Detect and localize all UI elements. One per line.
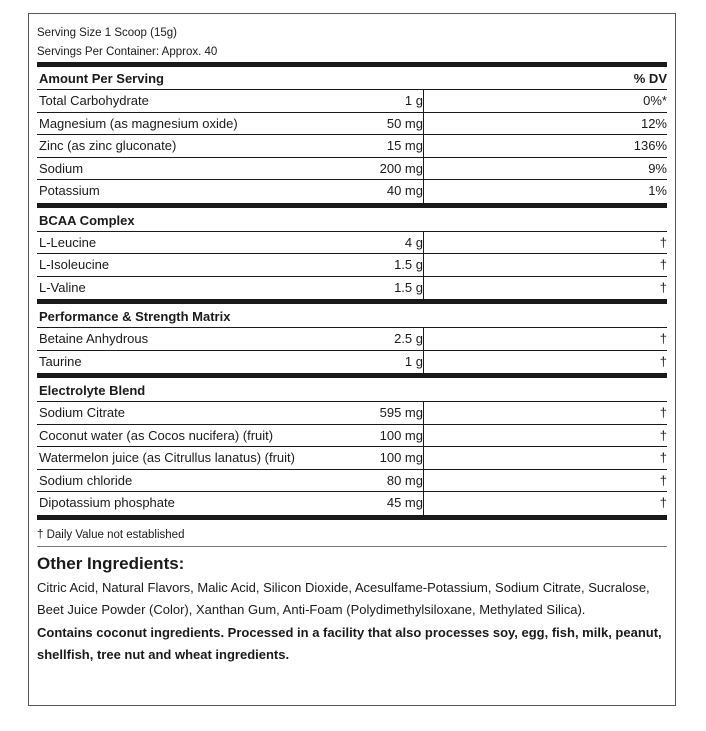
other-ingredients-text: Citric Acid, Natural Flavors, Malic Acid, Silicon Dioxide, Acesulfame-Potassium, Sodium Citrate, Sucralose, Beet Juice Powder (Color), Xanthan Gum, Anti-Foam (Polydimethylsiloxane, Methylated Silica). — [37, 579, 650, 617]
ingredient-amount: 595 mg — [379, 405, 423, 420]
nutrient-dv: 136% — [633, 138, 667, 153]
column-divider — [423, 328, 424, 351]
section-title: Performance & Strength Matrix — [39, 309, 231, 324]
ingredient-amount: 1.5 g — [394, 279, 423, 295]
ingredient-amount: 80 mg — [386, 472, 423, 488]
ingredient-name: L-Leucine — [39, 234, 97, 250]
ingredient-row — [37, 402, 667, 425]
ingredient-amount: 1.5 g — [394, 257, 423, 272]
dv-header-label: % DV — [633, 71, 667, 86]
ingredient-dv: † — [659, 495, 667, 510]
column-divider — [423, 135, 424, 158]
supplement-facts-panel — [28, 13, 676, 706]
ingredient-row — [37, 425, 667, 448]
nutrient-name: Zinc (as zinc gluconate) — [39, 138, 177, 153]
column-divider — [423, 425, 424, 448]
ingredient-row — [37, 492, 667, 515]
nutrient-amount: 1 g — [404, 93, 423, 108]
ingredient-row — [37, 328, 667, 351]
nutrient-amount: 200 mg — [379, 160, 423, 176]
nutrient-row — [37, 135, 667, 158]
nutrient-dv: 1% — [648, 183, 667, 198]
supplement-facts-content — [37, 14, 667, 667]
column-divider — [423, 447, 424, 470]
ingredient-name: L-Isoleucine — [39, 257, 110, 272]
column-divider — [423, 158, 424, 181]
column-divider — [423, 351, 424, 375]
column-divider — [423, 232, 424, 255]
nutrient-name: Potassium — [39, 183, 100, 198]
ingredient-name: Watermelon juice (as Citrullus lanatus) (fruit) — [39, 450, 295, 465]
ingredient-dv: † — [659, 279, 667, 295]
allergen-statement: Contains coconut ingredients. Processed in a facility that also processes soy, egg, fish, milk, peanut, shellfish, tree nut and wheat ingredients. — [37, 624, 662, 662]
column-divider — [423, 90, 424, 113]
nutrient-row — [37, 180, 667, 203]
nutrient-dv: 12% — [640, 115, 667, 131]
ingredient-row — [37, 232, 667, 255]
column-divider — [423, 180, 424, 204]
serving-size: Serving Size 1 Scoop (15g) — [37, 27, 177, 39]
ingredient-name: Taurine — [39, 353, 82, 369]
column-divider — [423, 277, 424, 301]
nutrient-name: Magnesium (as magnesium oxide) — [39, 115, 238, 131]
nutrient-row — [37, 113, 667, 136]
section-header-electrolyte — [37, 378, 667, 402]
nutrient-amount: 40 mg — [386, 183, 423, 198]
amount-header-row — [37, 67, 667, 90]
nutrient-amount: 50 mg — [386, 115, 423, 131]
ingredient-name: Sodium chloride — [39, 472, 133, 488]
nutrient-amount: 15 mg — [386, 138, 423, 153]
section-header-bcaa — [37, 208, 667, 232]
nutrient-name: Sodium — [39, 160, 84, 176]
daily-value-footnote: † Daily Value not established — [37, 520, 667, 547]
section-title: Electrolyte Blend — [39, 383, 146, 398]
nutrient-name: Total Carbohydrate — [39, 93, 149, 108]
ingredient-amount: 100 mg — [379, 427, 423, 443]
ingredient-dv: † — [659, 472, 667, 488]
column-divider — [423, 113, 424, 136]
ingredient-name: Betaine Anhydrous — [39, 331, 149, 346]
column-divider — [423, 402, 424, 425]
section-title: BCAA Complex — [39, 212, 135, 228]
ingredient-name: Sodium Citrate — [39, 405, 125, 420]
column-divider — [423, 254, 424, 277]
ingredient-name: L-Valine — [39, 279, 86, 295]
ingredient-amount: 2.5 g — [394, 331, 423, 346]
column-divider — [423, 470, 424, 493]
section-header-performance — [37, 304, 667, 328]
nutrient-row — [37, 90, 667, 113]
ingredient-row — [37, 254, 667, 277]
servings-per-container: Servings Per Container: Approx. 40 — [37, 46, 218, 58]
nutrient-dv: 0%* — [643, 93, 667, 108]
ingredient-row — [37, 470, 667, 493]
ingredient-name: Dipotassium phosphate — [39, 495, 175, 510]
ingredient-amount: 4 g — [404, 234, 423, 250]
other-ingredients-title: Other Ingredients: — [37, 553, 185, 573]
ingredient-dv: † — [659, 331, 667, 346]
ingredient-row — [37, 277, 667, 300]
ingredient-dv: † — [659, 405, 667, 420]
ingredient-name: Coconut water (as Cocos nucifera) (fruit) — [39, 427, 274, 443]
ingredient-row — [37, 447, 667, 470]
ingredient-dv: † — [659, 427, 667, 443]
amount-per-serving-label: Amount Per Serving — [39, 71, 164, 86]
ingredient-amount: 100 mg — [379, 450, 423, 465]
ingredient-row — [37, 351, 667, 374]
nutrient-row — [37, 158, 667, 181]
ingredient-dv: † — [659, 353, 667, 369]
ingredient-amount: 45 mg — [386, 495, 423, 510]
ingredient-dv: † — [659, 234, 667, 250]
ingredient-amount: 1 g — [404, 353, 423, 369]
ingredient-dv: † — [659, 450, 667, 465]
column-divider — [423, 492, 424, 516]
ingredient-dv: † — [659, 257, 667, 272]
nutrient-dv: 9% — [648, 160, 667, 176]
